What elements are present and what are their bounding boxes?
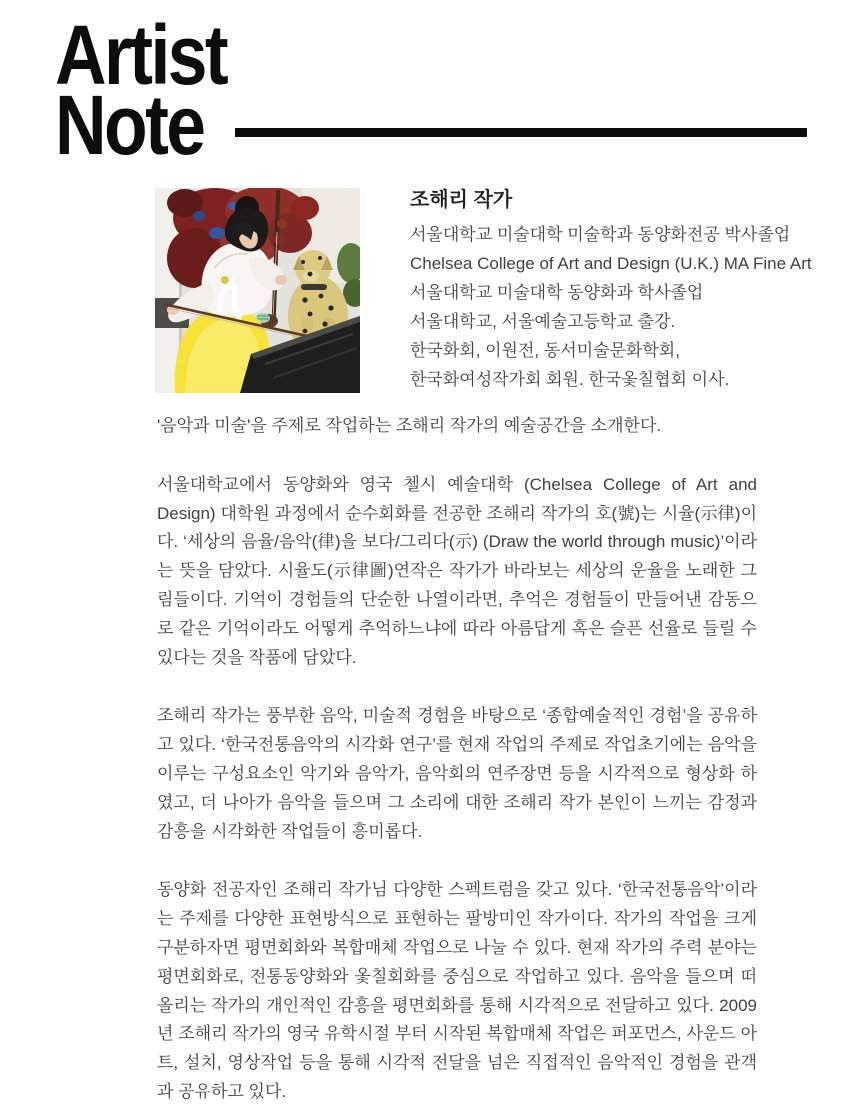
page-title-line2: Note	[55, 78, 204, 172]
artist-photo	[155, 188, 360, 393]
page-title	[55, 8, 227, 172]
photo-dog-collar	[301, 284, 327, 290]
body-paragraph-pen-name: 서울대학교에서 동양화와 영국 첼시 예술대학 (Chelsea College of Art and Design) 대학원 과정에서 순수회화를 전공한 조해리 작가의 호(號)는 시율(示律)이다. ‘세상의 음율/음악(律)을 보다/그리다(示) (Draw the world through music)’이라는 뜻을 담았다. 시율도(示律圖)연작은 작가가 바라보는 세상의 운율을 노래한 그림들이다. 기억이 경험들의 단순한 나열이라면, 추억은 경험들이 만들어낸 감동으로 같은 기억이라도 어떻게 추억하느냐에 따라 아름답게 혹은 슬픈 선율로 들릴 수 있다는 것을 작품에 담았다.	[157, 474, 757, 667]
bio-line-lecturer: 서울대학교, 서울예술고등학교 출강.	[410, 312, 676, 331]
photo-blue-accent	[209, 227, 225, 239]
bio-line-degree-phd: 서울대학교 미술대학 미술학과 동양화전공 박사졸업	[410, 225, 791, 244]
body-paragraph-spectrum: 동양화 전공자인 조해리 작가님 다양한 스펙트럼을 갖고 있다. ‘한국전통음악’이라는 주제를 다양한 표현방식으로 표현하는 팔방미인 작가이다. 작가의 작업을 크게 구분하자면 평면회화와 복합매체 작업으로 나눌 수 있다. 현재 작가의 주력 분야는 평면회화로, 전통동양화와 옻칠회화를 중심으로 작업하고 있다. 음악을 들으며 떠올리는 작가의 개인적인 감흥을 평면회화를 통해 시각적으로 전달하고 있다. 2009년 조해리 작가의 영국 유학시절 부터 시작된 복합매체 작업은 퍼포먼스, 사운드 아트, 설치, 영상작업 등을 통해 시각적 전달을 넘은 직접적인 음악적인 경험을 관객과 공유하고 있다.	[157, 880, 757, 1101]
bio-line-degree-ba: 서울대학교 미술대학 동양화과 학사졸업	[410, 283, 704, 302]
bio-line-societies: 한국화회, 이원전, 동서미술문화학회,	[410, 341, 680, 360]
title-rule-divider	[235, 128, 807, 137]
body-paragraph-intro: '음악과 미술'을 주제로 작업하는 조해리 작가의 예술공간을 소개한다.	[157, 416, 662, 435]
body-paragraph-experience: 조해리 작가는 풍부한 음악, 미술적 경험을 바탕으로 ‘종합예술적인 경험’을 공유하고 있다. ‘한국전통음악의 시각화 연구’를 현재 작업의 주제로 작업초기에는 음악을 이루는 구성요소인 악기와 음악가, 음악회의 연주장면 등을 시각적으로 형상화 하였고, 더 나아가 음악을 들으며 그 소리에 대한 조해리 작가 본인이 느끼는 감정과 감흥을 시각화한 작업들이 흥미롭다.	[157, 706, 757, 841]
artist-name: 조해리 작가	[410, 189, 513, 211]
artist-bio	[410, 188, 812, 394]
article-body	[157, 412, 757, 1107]
page-title-line1: Artist	[55, 8, 227, 102]
bio-line-chelsea: Chelsea College of Art and Design (U.K.) MA Fine Art	[410, 254, 812, 273]
artist-profile-section	[155, 188, 812, 394]
photo-corsage	[221, 276, 229, 284]
bio-line-memberships: 한국화여성작가회 회원. 한국옻칠협회 이사.	[410, 370, 730, 389]
